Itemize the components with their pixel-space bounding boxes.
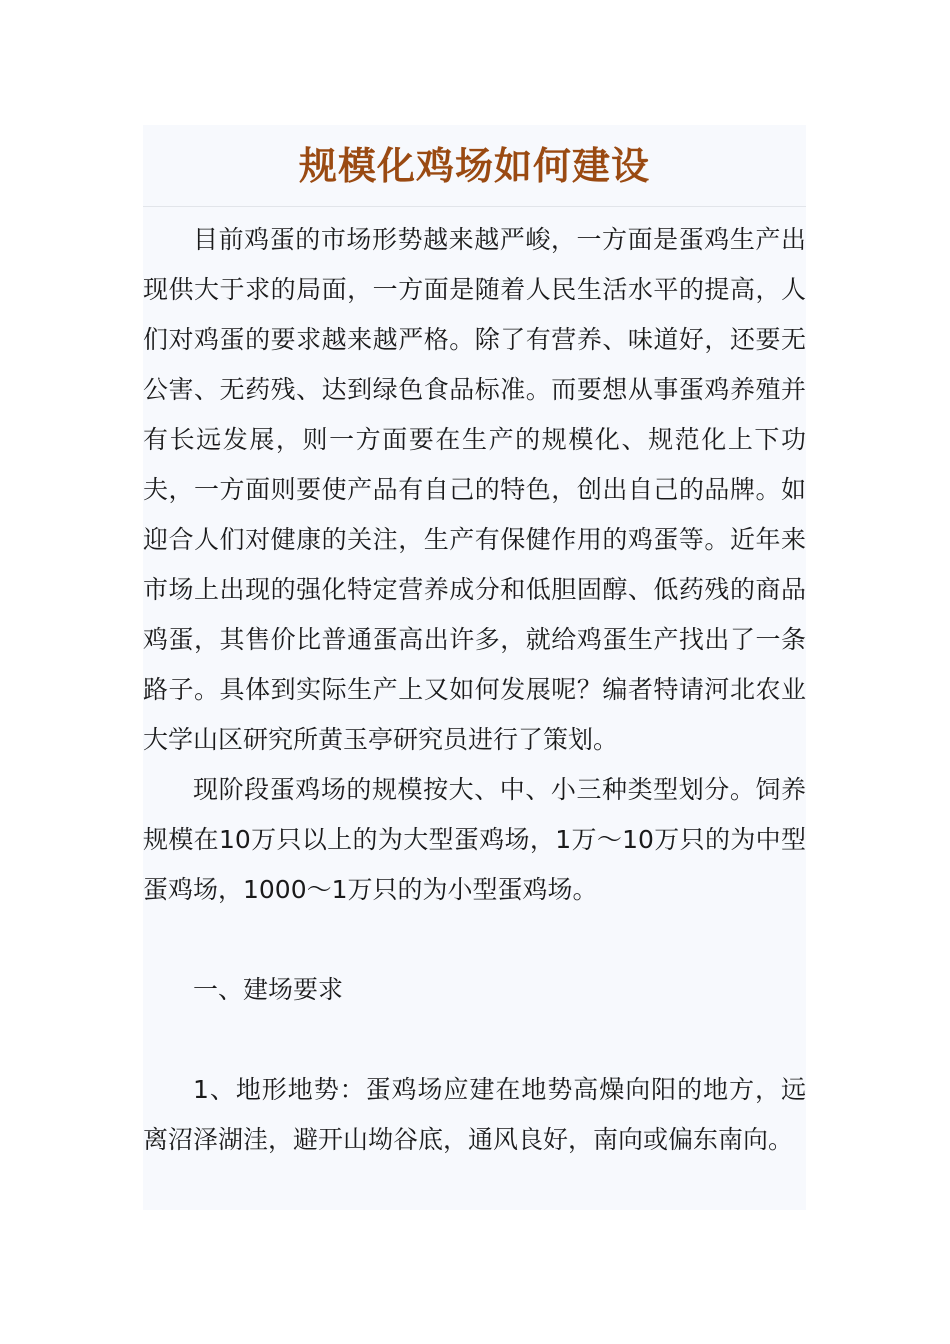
paragraph-gap xyxy=(143,915,806,965)
document-body xyxy=(143,207,806,1165)
paragraph-terrain: 1、地形地势：蛋鸡场应建在地势高燥向阳的地方，远离沼泽湖洼，避开山坳谷底，通风良好，南向或偏东南向。 xyxy=(143,1075,806,1154)
document-page xyxy=(143,125,806,1210)
paragraph-gap xyxy=(143,1015,806,1065)
paragraph-intro: 目前鸡蛋的市场形势越来越严峻，一方面是蛋鸡生产出现供大于求的局面，一方面是随着人民生活水平的提高，人们对鸡蛋的要求越来越严格。除了有营养、味道好，还要无公害、无药残、达到绿色食品标准。而要想从事蛋鸡养殖并有长远发展，则一方面要在生产的规模化、规范化上下功夫，一方面则要使产品有自己的特色，创出自己的品牌。如迎合人们对健康的关注，生产有保健作用的鸡蛋等。近年来市场上出现的强化特定营养成分和低胆固醇、低药残的商品鸡蛋，其售价比普通蛋高出许多，就给鸡蛋生产找出了一条路子。具体到实际生产上又如何发展呢？编者特请河北农业大学山区研究所黄玉亭研究员进行了策划。 xyxy=(143,225,806,754)
section-heading: 一、建场要求 xyxy=(193,975,344,1004)
paragraph-scale: 现阶段蛋鸡场的规模按大、中、小三种类型划分。饲养规模在10万只以上的为大型蛋鸡场，1万～10万只的为中型蛋鸡场，1000～1万只的为小型蛋鸡场。 xyxy=(143,775,806,904)
document-title: 规模化鸡场如何建设 xyxy=(298,143,650,188)
title-bar xyxy=(143,125,806,207)
